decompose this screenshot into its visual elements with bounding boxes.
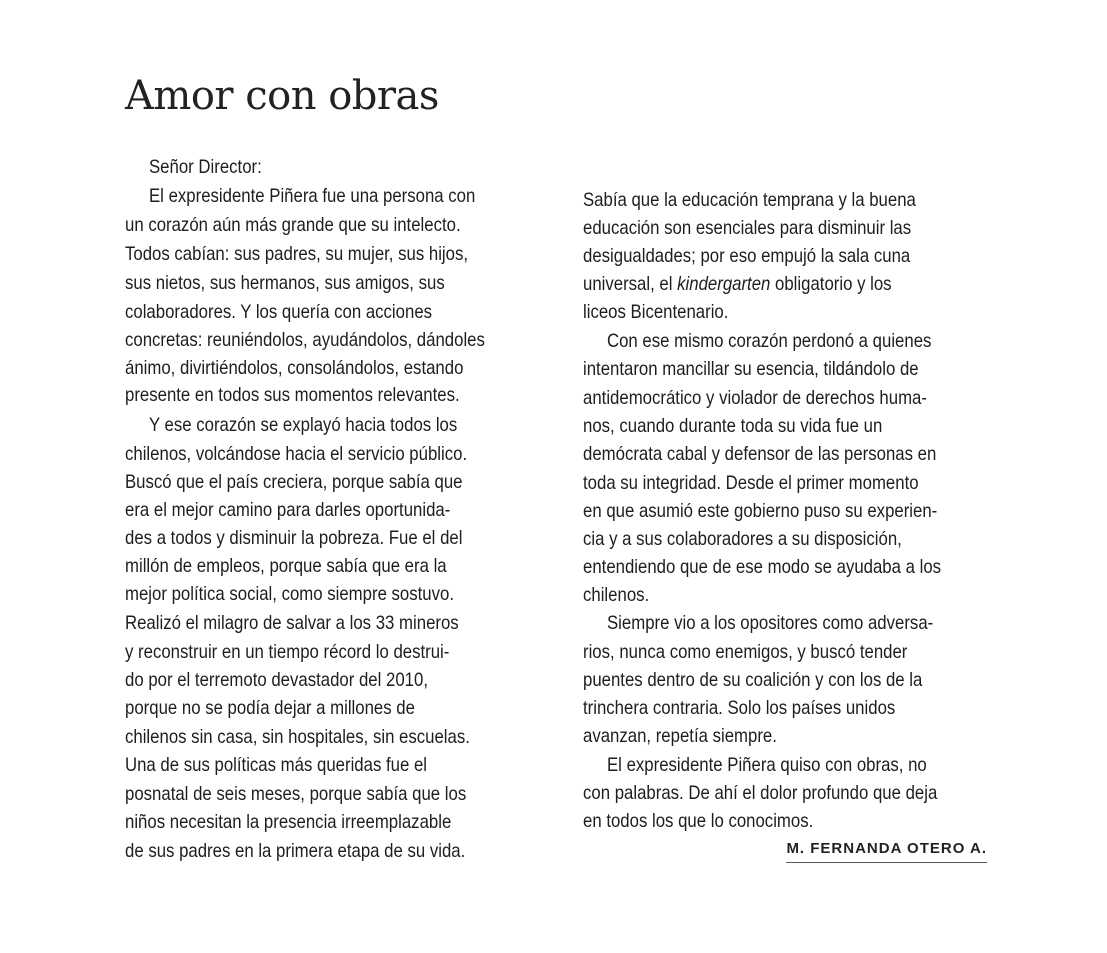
text-line: Sabía que la educación temprana y la buena: [583, 189, 916, 211]
text-line: un corazón aún más grande que su intelecto.: [125, 214, 461, 236]
text-line: millón de empleos, porque sabía que era la: [125, 555, 447, 577]
text-line: niños necesitan la presencia irreemplazable: [125, 811, 452, 833]
text-line: porque no se podía dejar a millones de: [125, 697, 415, 719]
text-line: chilenos.: [583, 584, 650, 606]
text-line: El expresidente Piñera quiso con obras, no: [607, 754, 927, 776]
author-signature: M. FERNANDA OTERO A.: [786, 838, 987, 863]
text-line: y reconstruir en un tiempo récord lo destrui-: [125, 641, 450, 663]
salutation: Señor Director:: [149, 156, 262, 178]
text-line: antidemocrático y violador de derechos huma-: [583, 387, 927, 409]
text-line: liceos Bicentenario.: [583, 301, 729, 323]
text-line: Con ese mismo corazón perdonó a quienes: [607, 330, 932, 352]
text-line: des a todos y disminuir la pobreza. Fue el del: [125, 527, 463, 549]
text-line: educación son esenciales para disminuir las: [583, 217, 912, 239]
text-line: Buscó que el país creciera, porque sabía que: [125, 471, 463, 493]
text-line: era el mejor camino para darles oportunida-: [125, 499, 451, 521]
text-line: El expresidente Piñera fue una persona con: [149, 185, 476, 207]
text-line: posnatal de seis meses, porque sabía que los: [125, 783, 467, 805]
text-line: toda su integridad. Desde el primer momento: [583, 472, 919, 494]
text-line: Una de sus políticas más queridas fue el: [125, 754, 428, 776]
text-line: intentaron mancillar su esencia, tildándolo de: [583, 358, 919, 380]
text-line: con palabras. De ahí el dolor profundo que deja: [583, 782, 938, 804]
text-line: chilenos sin casa, sin hospitales, sin escuelas.: [125, 726, 470, 748]
text-line: cia y a sus colaboradores a su disposición,: [583, 528, 902, 550]
text-line: rios, nunca como enemigos, y buscó tender: [583, 641, 908, 663]
text-line: concretas: reuniéndolos, ayudándolos, dándoles: [125, 329, 485, 351]
text-line: [583, 270, 892, 298]
text-line: entendiendo que de ese modo se ayudaba a los: [583, 556, 942, 578]
text-line: Todos cabían: sus padres, su mujer, sus hijos,: [125, 243, 469, 265]
text-line: avanzan, repetía siempre.: [583, 725, 777, 747]
text-line: do por el terremoto devastador del 2010,: [125, 669, 428, 691]
text-line: mejor política social, como siempre sostuvo.: [125, 583, 455, 605]
text-line: colaboradores. Y los quería con acciones: [125, 301, 433, 323]
letter-title: Amor con obras: [125, 73, 439, 119]
text-line: nos, cuando durante toda su vida fue un: [583, 415, 883, 437]
text-line: Realizó el milagro de salvar a los 33 mineros: [125, 612, 459, 634]
text-line: sus nietos, sus hermanos, sus amigos, sus: [125, 272, 445, 294]
text-line: desigualdades; por eso empujó la sala cuna: [583, 245, 911, 267]
text-line: en todos los que lo conocimos.: [583, 810, 814, 832]
text-line: en que asumió este gobierno puso su experien-: [583, 500, 938, 522]
text-line: trinchera contraria. Solo los países unidos: [583, 697, 896, 719]
text-line: puentes dentro de su coalición y con los de la: [583, 669, 923, 691]
text-line: ánimo, divirtiéndolos, consolándolos, estando: [125, 357, 464, 379]
text-line: demócrata cabal y defensor de las personas en: [583, 443, 937, 465]
italic-term: kindergarten: [677, 273, 771, 295]
text-fragment: universal, el: [583, 273, 678, 295]
text-line: Y ese corazón se explayó hacia todos los: [149, 414, 458, 436]
text-line: chilenos, volcándose hacia el servicio público.: [125, 443, 468, 465]
text-line: Siempre vio a los opositores como adversa-: [607, 612, 934, 634]
text-line: de sus padres en la primera etapa de su vida.: [125, 840, 466, 862]
text-line: presente en todos sus momentos relevantes.: [125, 384, 460, 406]
text-fragment: obligatorio y los: [770, 273, 892, 295]
